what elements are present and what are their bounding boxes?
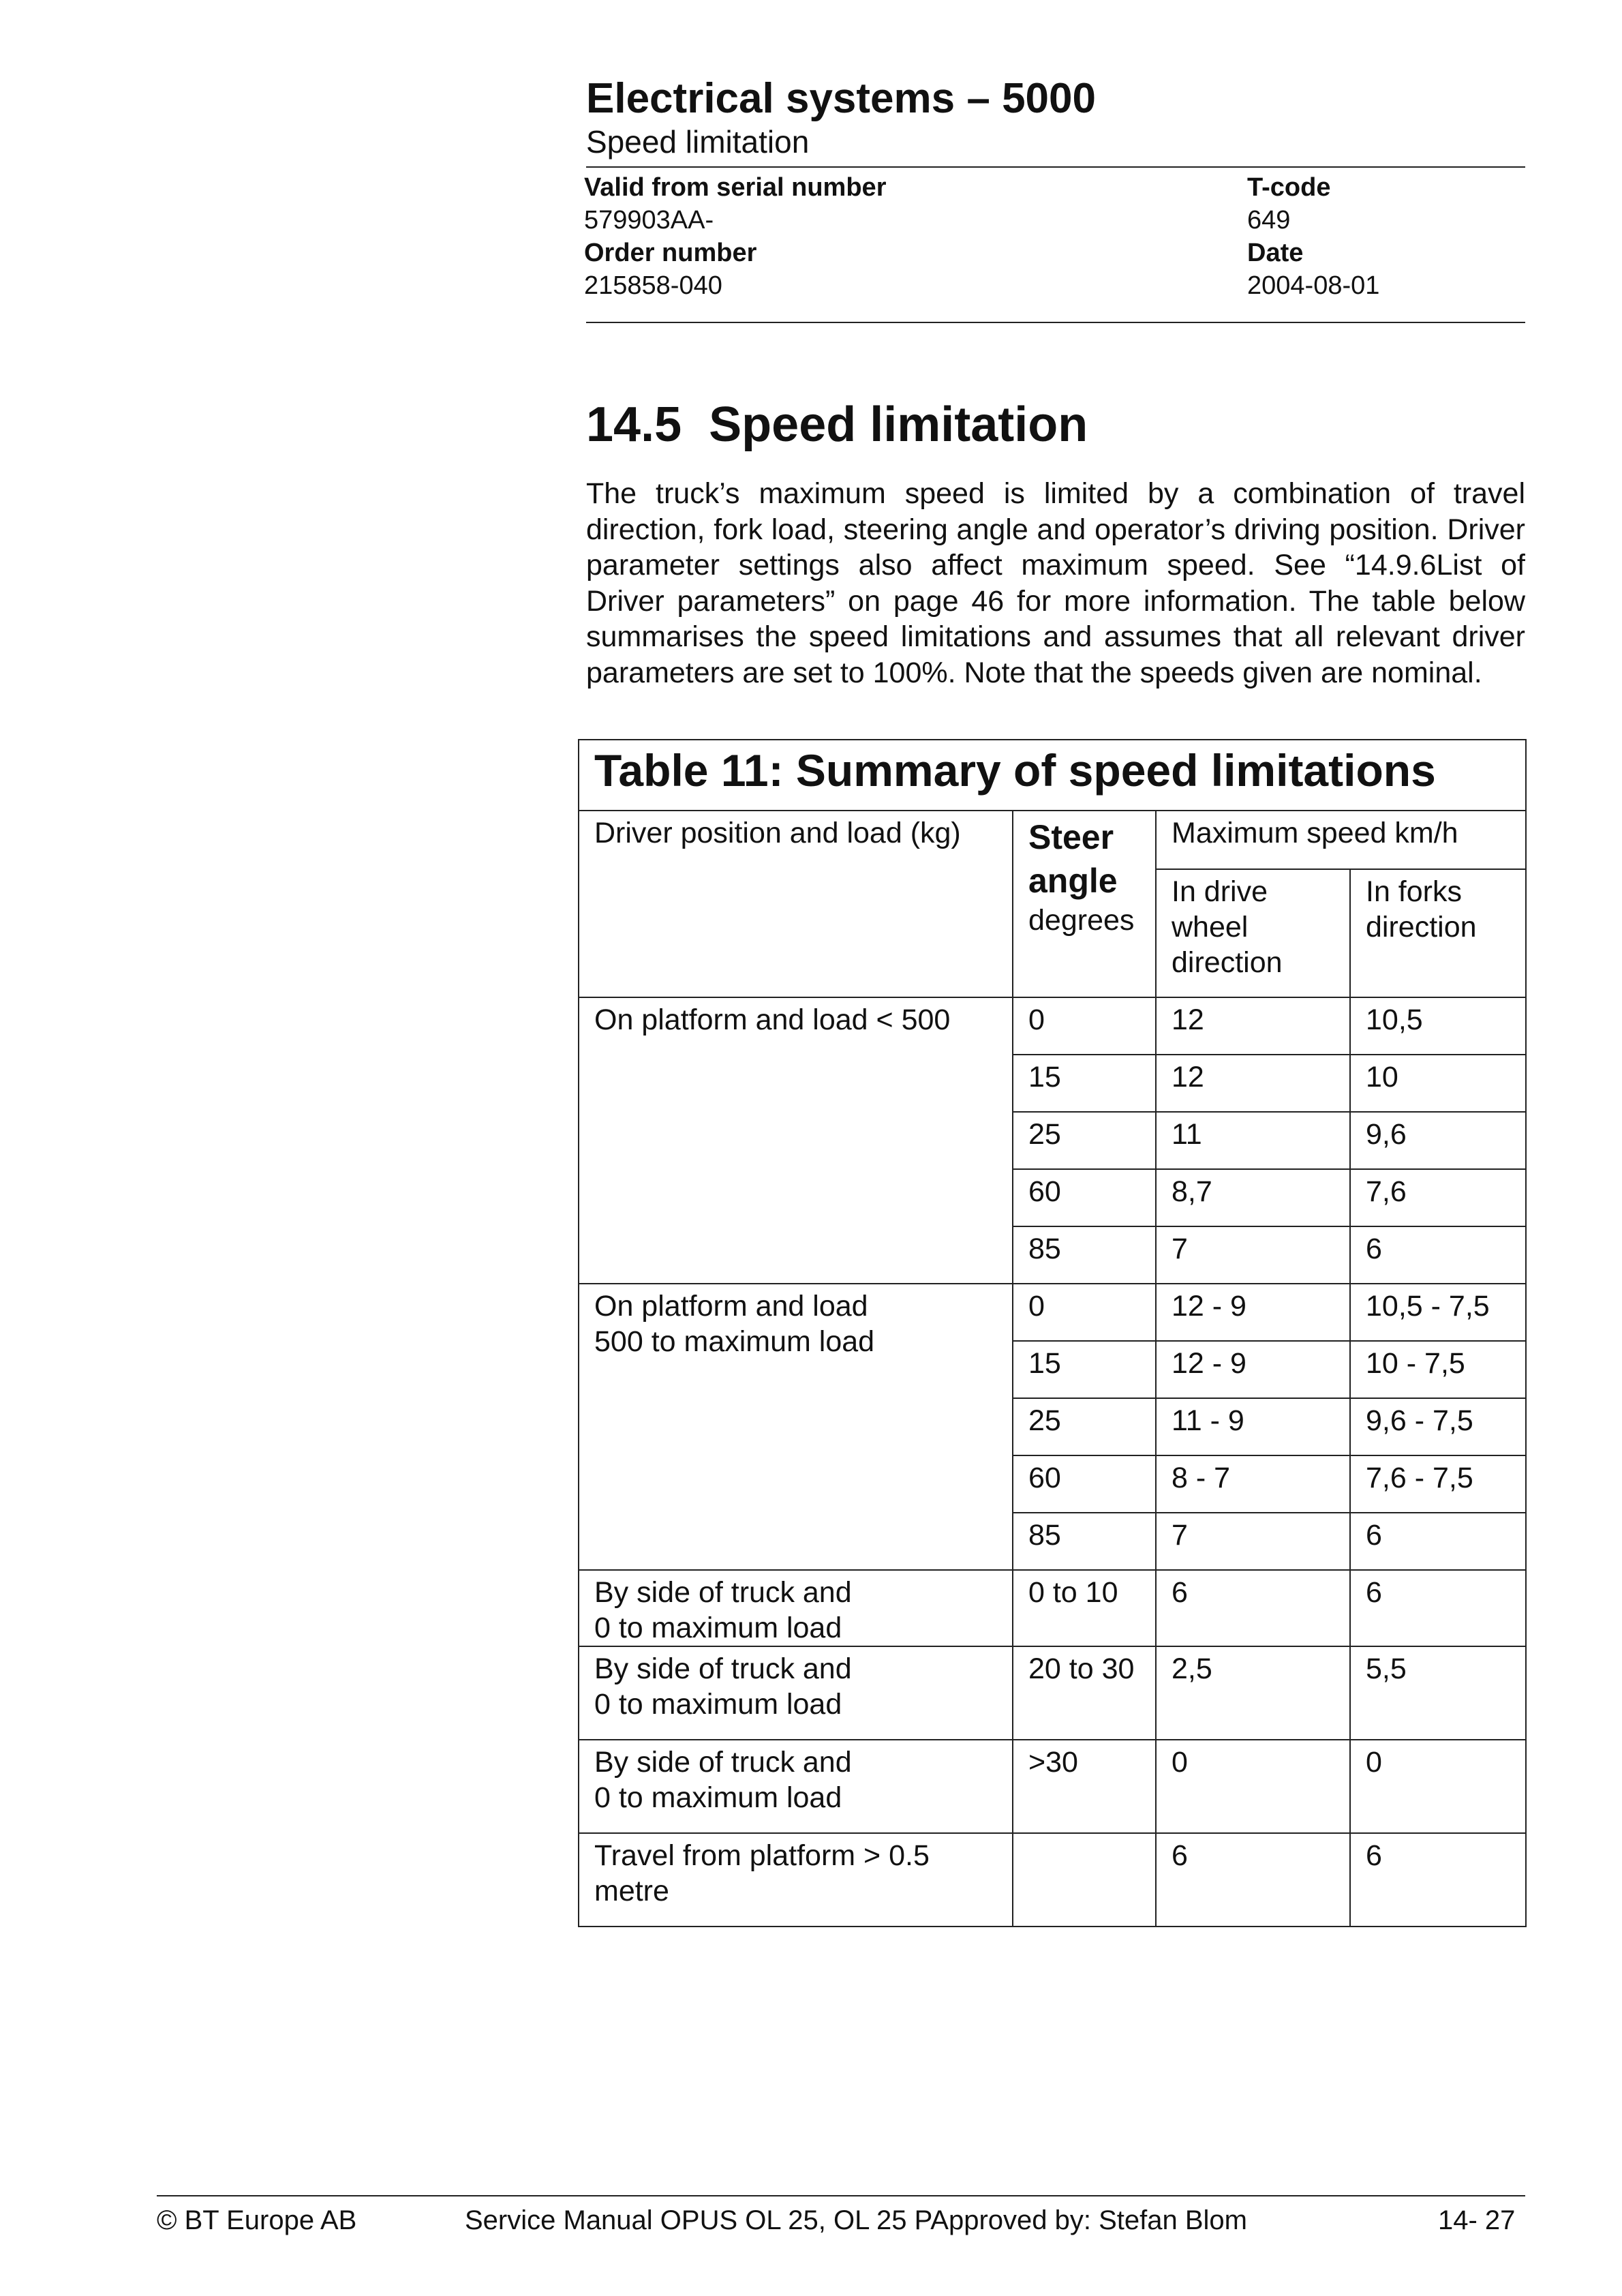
row-speed-forks: 9,6 - 7,5 xyxy=(1350,1398,1526,1455)
row-speed-forks: 0 xyxy=(1350,1740,1526,1833)
order-label: Order number xyxy=(584,239,757,267)
row-driver-position: By side of truck and 0 to maximum load xyxy=(579,1740,1013,1833)
steer-angle-unit: degrees xyxy=(1028,904,1135,937)
row-steer-angle: 85 xyxy=(1013,1226,1156,1284)
row-speed-forks: 10 xyxy=(1350,1055,1526,1112)
tcode-label: T-code xyxy=(1247,173,1331,202)
row-speed-forks: 6 xyxy=(1350,1570,1526,1646)
header-steer-angle xyxy=(1013,811,1156,997)
row-speed-drive: 0 xyxy=(1156,1740,1350,1833)
row-speed-forks: 6 xyxy=(1350,1833,1526,1927)
table-row xyxy=(579,997,1526,1055)
section-title: 14.5 Speed limitation xyxy=(586,397,1088,452)
row-speed-drive: 7 xyxy=(1156,1513,1350,1570)
row-speed-drive: 8,7 xyxy=(1156,1169,1350,1226)
header-fork-direction: In forks direction xyxy=(1350,869,1526,997)
header-driver-position: Driver position and load (kg) xyxy=(579,811,1013,997)
row-steer-angle: 25 xyxy=(1013,1398,1156,1455)
row-steer-angle: 60 xyxy=(1013,1169,1156,1226)
row-speed-drive: 11 xyxy=(1156,1112,1350,1169)
row-speed-drive: 6 xyxy=(1156,1833,1350,1927)
document-title: Electrical systems – 5000 xyxy=(586,75,1096,122)
table-row xyxy=(579,1740,1526,1833)
row-speed-forks: 6 xyxy=(1350,1226,1526,1284)
row-speed-drive: 8 - 7 xyxy=(1156,1455,1350,1513)
row-speed-drive: 12 - 9 xyxy=(1156,1284,1350,1341)
row-steer-angle: >30 xyxy=(1013,1740,1156,1833)
serial-value: 579903AA- xyxy=(584,206,714,235)
row-driver-position: By side of truck and 0 to maximum load xyxy=(579,1570,1013,1646)
row-speed-forks: 5,5 xyxy=(1350,1646,1526,1740)
date-value: 2004-08-01 xyxy=(1247,271,1380,300)
row-speed-drive: 12 - 9 xyxy=(1156,1341,1350,1398)
date-label: Date xyxy=(1247,239,1304,267)
row-speed-forks: 7,6 xyxy=(1350,1169,1526,1226)
table-caption: Table 11: Summary of speed limitations xyxy=(579,740,1526,811)
row-steer-angle: 60 xyxy=(1013,1455,1156,1513)
table-row xyxy=(579,1833,1526,1927)
document-subtitle: Speed limitation xyxy=(586,124,810,160)
row-speed-drive: 12 xyxy=(1156,997,1350,1055)
row-driver-position: Travel from platform > 0.5 metre xyxy=(579,1833,1013,1927)
row-speed-drive: 12 xyxy=(1156,1055,1350,1112)
header-drive-direction: In drive wheel direction xyxy=(1156,869,1350,997)
row-speed-drive: 7 xyxy=(1156,1226,1350,1284)
steer-angle-title: Steer angle xyxy=(1028,818,1118,900)
row-speed-forks: 6 xyxy=(1350,1513,1526,1570)
row-steer-angle: 25 xyxy=(1013,1112,1156,1169)
speed-limit-table xyxy=(578,739,1527,1927)
footer-copyright: © BT Europe AB xyxy=(157,2205,357,2235)
footer-page-number: 14- 27 xyxy=(1438,2205,1516,2235)
row-speed-drive: 2,5 xyxy=(1156,1646,1350,1740)
row-driver-position: By side of truck and 0 to maximum load xyxy=(579,1646,1013,1740)
row-speed-forks: 10 - 7,5 xyxy=(1350,1341,1526,1398)
header-rule-bottom xyxy=(586,322,1525,323)
row-speed-forks: 9,6 xyxy=(1350,1112,1526,1169)
table-row xyxy=(579,1284,1526,1341)
row-driver-position: On platform and load 500 to maximum load xyxy=(579,1284,1013,1570)
row-steer-angle xyxy=(1013,1833,1156,1927)
row-speed-drive: 11 - 9 xyxy=(1156,1398,1350,1455)
row-steer-angle: 85 xyxy=(1013,1513,1156,1570)
order-value: 215858-040 xyxy=(584,271,722,300)
section-paragraph: The truck’s maximum speed is limited by a combination of travel direction, fork load, steering angle and operator’s driving position. Driver parameter settings also affect maximum speed. See “14.9.6List of Driver parameters” on page 46 for more information. The table below summarises the speed limitations and assumes that all relevant driver parameters are set to 100%. Note that the speeds given are nominal. xyxy=(586,477,1525,689)
serial-label: Valid from serial number xyxy=(584,173,887,202)
row-speed-forks: 7,6 - 7,5 xyxy=(1350,1455,1526,1513)
table-row xyxy=(579,1646,1526,1740)
footer-manual: Service Manual OPUS OL 25, OL 25 PApproved by: Stefan Blom xyxy=(465,2205,1247,2235)
tcode-value: 649 xyxy=(1247,206,1291,235)
header-max-speed: Maximum speed km/h xyxy=(1156,811,1526,869)
row-speed-forks: 10,5 xyxy=(1350,997,1526,1055)
row-steer-angle: 0 xyxy=(1013,1284,1156,1341)
row-speed-drive: 6 xyxy=(1156,1570,1350,1646)
row-steer-angle: 0 xyxy=(1013,997,1156,1055)
footer-rule xyxy=(157,2195,1525,2196)
row-steer-angle: 15 xyxy=(1013,1055,1156,1112)
header-rule-top xyxy=(586,166,1525,168)
row-driver-position: On platform and load < 500 xyxy=(579,997,1013,1284)
row-steer-angle: 15 xyxy=(1013,1341,1156,1398)
row-steer-angle: 0 to 10 xyxy=(1013,1570,1156,1646)
row-speed-forks: 10,5 - 7,5 xyxy=(1350,1284,1526,1341)
table-row xyxy=(579,1570,1526,1646)
row-steer-angle: 20 to 30 xyxy=(1013,1646,1156,1740)
